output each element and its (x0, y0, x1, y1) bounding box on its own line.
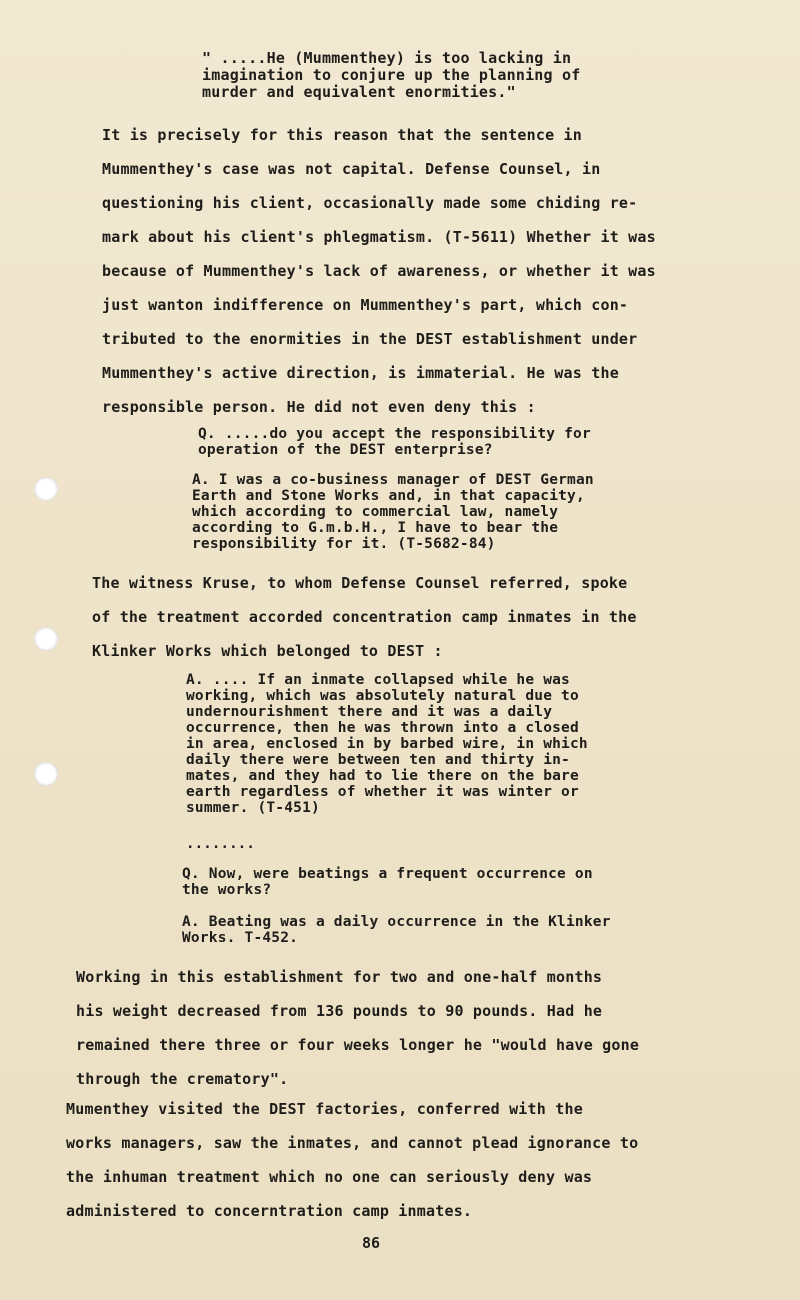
answer-text: A. Beating was a daily occurrence in the Klinker Works. T-452. (182, 914, 611, 946)
page-number: 86 (362, 1234, 381, 1252)
question-text: Q. Now, were beatings a frequent occurrence on the works? (182, 866, 593, 898)
body-paragraph: Mumenthey visited the DEST factories, conferred with the works managers, saw the inmates, and cannot plead ignorance to the inhuman treatment which no one can seriously deny was administered to concerntration camp inmates. (66, 1100, 639, 1220)
opening-quote: " .....He (Mummenthey) is too lacking in imagination to conjure up the planning of murder and equivalent enormities." (202, 49, 581, 101)
ellipsis-separator: ........ (186, 836, 256, 852)
punch-hole (34, 762, 58, 786)
answer-text: A. I was a co-business manager of DEST German Earth and Stone Works and, in that capacity, which according to commercial law, namely according to G.m.b.H., I have to bear the responsibility for it. (T-5682-84) (192, 472, 594, 552)
punch-hole (34, 477, 58, 501)
body-paragraph: Working in this establishment for two and one-half months his weight decreased from 136 pounds to 90 pounds. Had he remained there three or four weeks longer he "would have gone through the crematory". (76, 968, 640, 1088)
answer-text: A. .... If an inmate collapsed while he was working, which was absolutely natural due to undernourishment there and it was a daily occurrence, then he was thrown into a closed in area, enclosed in by barbed wire, in which daily there were between ten and thirty in- mates, and they had to lie there on the bare earth regardless of whether it was winter or summer. (T-451) (186, 672, 588, 816)
punch-hole (34, 627, 58, 651)
body-paragraph: It is precisely for this reason that the sentence in Mummenthey's case was not capital. Defense Counsel, in questioning his client, occasionally made some chiding re- mark about his client's phlegmatism. (T-5611) Whether it was because of Mummenthey's lack of awareness, or whether it was just wanton indifference on Mummenthey's part, which con- tributed to the enormities in the DEST establishment under Mummenthey's active direction, is immaterial. He was the responsible person. He did not even deny this : (102, 126, 656, 416)
body-paragraph: The witness Kruse, to whom Defense Counsel referred, spoke of the treatment accorded concentration camp inmates in the Klinker Works which belonged to DEST : (92, 574, 637, 660)
question-text: Q. .....do you accept the responsibility for operation of the DEST enterprise? (198, 426, 591, 458)
